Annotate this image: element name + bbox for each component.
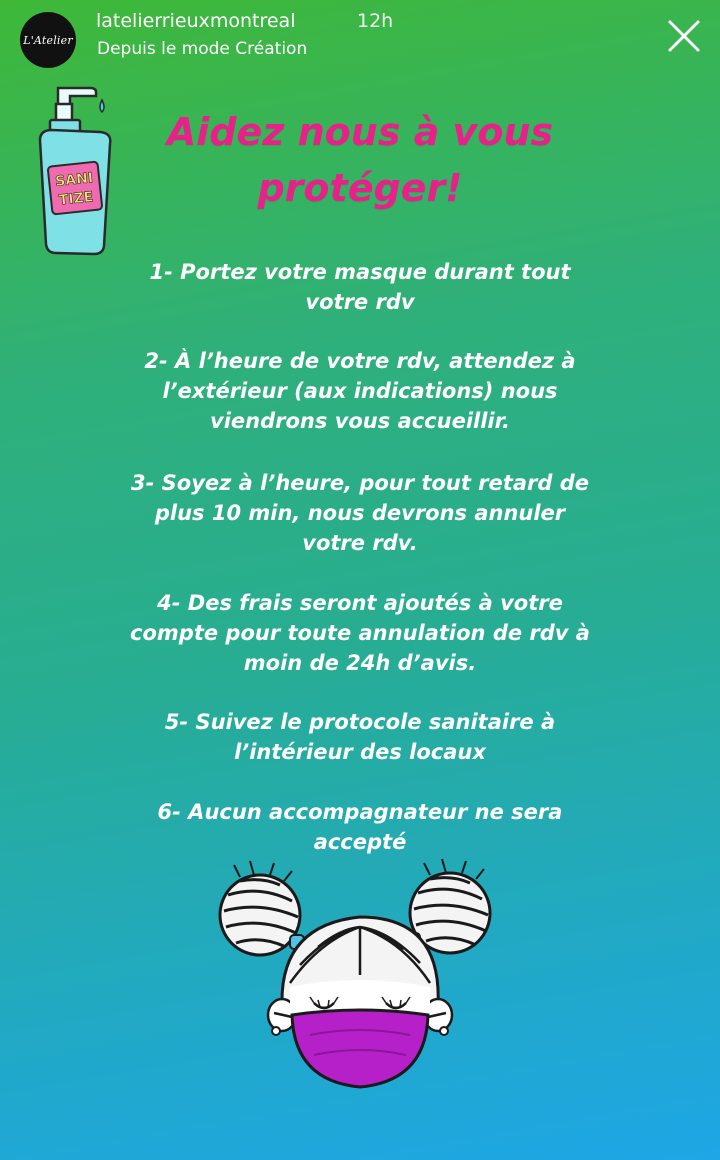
rule-item-1 [90,257,630,317]
girl-with-mask-illustration [210,855,510,1100]
avatar[interactable] [20,12,76,68]
rule-line: 1- Portez votre masque durant tout [149,260,571,284]
close-button[interactable] [664,16,704,56]
avatar-text: L'Atelier [23,33,73,47]
rule-line: compte pour toute annulation de rdv à [130,621,590,645]
rule-line: 6- Aucun accompagnateur ne sera [157,800,563,824]
story-title [120,104,600,216]
rule-line: l’extérieur (aux indications) nous [162,379,558,403]
rule-item-3 [90,468,630,558]
username[interactable]: latelierrieuxmontreal [96,10,296,32]
rule-item-5 [90,707,630,767]
sanitizer-label-1: SANI [54,170,94,190]
rule-line: 3- Soyez à l’heure, pour tout retard de [131,471,589,495]
rule-line: plus 10 min, nous devrons annuler [154,501,566,525]
story-subtitle: Depuis le mode Création [97,39,308,59]
story-header [0,0,720,80]
rule-line: accepté [313,830,407,854]
rule-item-4 [90,588,630,678]
rule-line: 5- Suivez le protocole sanitaire à [164,710,556,734]
sanitizer-label-2: TIZE [58,189,95,209]
time-ago: 12h [357,10,394,32]
rule-item-2 [90,346,630,436]
rule-line: moin de 24h d’avis. [243,651,477,675]
rule-line: 4- Des frais seront ajoutés à votre [157,591,563,615]
close-icon [664,16,704,56]
rule-line: viendrons vous accueillir. [210,409,510,433]
rule-item-6 [90,797,630,857]
rule-line: votre rdv. [302,531,418,555]
rule-line: l’intérieur des locaux [234,740,486,764]
rule-line: 2- À l’heure de votre rdv, attendez à [144,349,576,373]
title-line-1: Aidez nous à vous [166,110,554,154]
title-line-2: protéger! [257,166,463,210]
rule-line: votre rdv [305,290,415,314]
